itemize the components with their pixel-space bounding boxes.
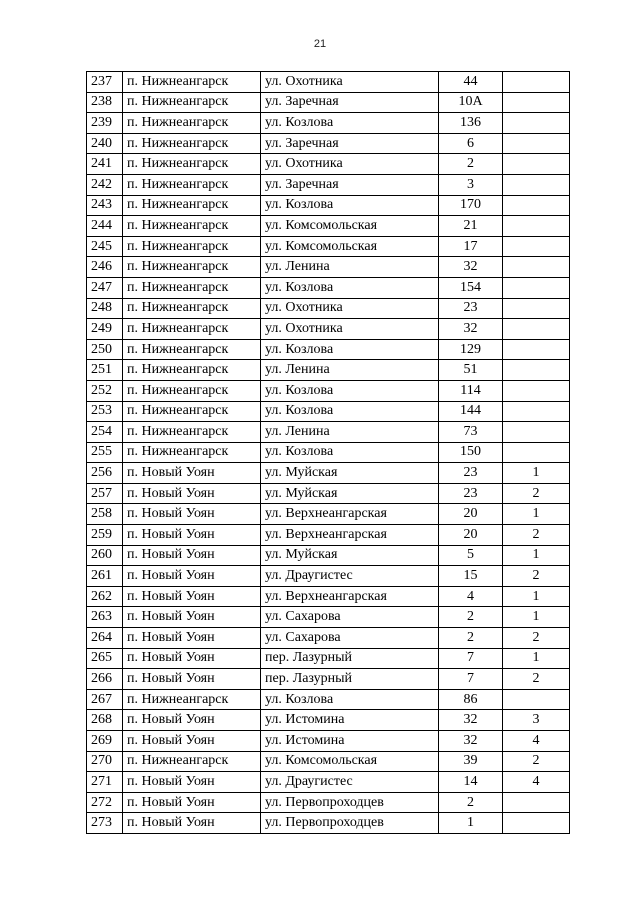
apartment-cell [503,319,570,340]
house-number-cell: 20 [439,525,503,546]
settlement-cell: п. Нижнеангарск [123,751,261,772]
street-cell: ул. Истомина [261,731,439,752]
table-row [87,319,570,340]
row-number: 259 [87,525,123,546]
apartment-cell: 1 [503,607,570,628]
settlement-cell: п. Нижнеангарск [123,360,261,381]
page-number: 21 [313,38,327,50]
settlement-cell: п. Нижнеангарск [123,689,261,710]
row-number: 249 [87,319,123,340]
settlement-cell: п. Нижнеангарск [123,216,261,237]
settlement-cell: п. Нижнеангарск [123,195,261,216]
street-cell: ул. Ленина [261,360,439,381]
settlement-cell: п. Нижнеангарск [123,319,261,340]
house-number-cell: 3 [439,174,503,195]
settlement-cell: п. Нижнеангарск [123,298,261,319]
house-number-cell: 23 [439,483,503,504]
row-number: 254 [87,422,123,443]
street-cell: ул. Комсомольская [261,236,439,257]
street-cell: ул. Истомина [261,710,439,731]
house-number-cell: 2 [439,792,503,813]
table-row [87,174,570,195]
table-row [87,772,570,793]
street-cell: ул. Козлова [261,339,439,360]
apartment-cell [503,133,570,154]
row-number: 253 [87,401,123,422]
street-cell: ул. Охотника [261,72,439,93]
house-number-cell: 14 [439,772,503,793]
apartment-cell: 1 [503,504,570,525]
street-cell: ул. Первопроходцев [261,792,439,813]
apartment-cell [503,154,570,175]
house-number-cell: 23 [439,298,503,319]
house-number-cell: 32 [439,710,503,731]
table-row [87,72,570,93]
street-cell: ул. Заречная [261,92,439,113]
street-cell: ул. Сахарова [261,628,439,649]
settlement-cell: п. Новый Уоян [123,504,261,525]
street-cell: пер. Лазурный [261,648,439,669]
house-number-cell: 21 [439,216,503,237]
apartment-cell: 1 [503,586,570,607]
street-cell: ул. Козлова [261,195,439,216]
street-cell: ул. Заречная [261,133,439,154]
settlement-cell: п. Новый Уоян [123,669,261,690]
row-number: 243 [87,195,123,216]
street-cell: ул. Верхнеангарская [261,525,439,546]
row-number: 245 [87,236,123,257]
row-number: 252 [87,380,123,401]
apartment-cell: 3 [503,710,570,731]
row-number: 247 [87,277,123,298]
row-number: 262 [87,586,123,607]
apartment-cell [503,401,570,422]
settlement-cell: п. Нижнеангарск [123,380,261,401]
table-row [87,648,570,669]
settlement-cell: п. Нижнеангарск [123,113,261,134]
row-number: 268 [87,710,123,731]
house-number-cell: 15 [439,566,503,587]
apartment-cell [503,339,570,360]
row-number: 241 [87,154,123,175]
row-number: 272 [87,792,123,813]
house-number-cell: 32 [439,319,503,340]
street-cell: ул. Козлова [261,380,439,401]
settlement-cell: п. Новый Уоян [123,586,261,607]
apartment-cell: 2 [503,566,570,587]
street-cell: ул. Заречная [261,174,439,195]
table-row [87,442,570,463]
house-number-cell: 1 [439,813,503,834]
settlement-cell: п. Новый Уоян [123,607,261,628]
apartment-cell [503,360,570,381]
settlement-cell: п. Новый Уоян [123,525,261,546]
row-number: 263 [87,607,123,628]
table-row [87,607,570,628]
apartment-cell [503,277,570,298]
row-number: 258 [87,504,123,525]
apartment-cell [503,92,570,113]
row-number: 264 [87,628,123,649]
settlement-cell: п. Нижнеангарск [123,154,261,175]
settlement-cell: п. Новый Уоян [123,483,261,504]
house-number-cell: 154 [439,277,503,298]
street-cell: ул. Охотника [261,298,439,319]
table-row [87,586,570,607]
house-number-cell: 6 [439,133,503,154]
house-number-cell: 51 [439,360,503,381]
apartment-cell: 4 [503,772,570,793]
apartment-cell: 2 [503,483,570,504]
apartment-cell [503,113,570,134]
settlement-cell: п. Нижнеангарск [123,277,261,298]
house-number-cell: 114 [439,380,503,401]
row-number: 244 [87,216,123,237]
apartment-cell [503,236,570,257]
address-table [86,71,570,834]
table-row [87,298,570,319]
table-row [87,113,570,134]
settlement-cell: п. Нижнеангарск [123,442,261,463]
house-number-cell: 2 [439,607,503,628]
table-row [87,525,570,546]
row-number: 239 [87,113,123,134]
apartment-cell [503,298,570,319]
settlement-cell: п. Нижнеангарск [123,401,261,422]
row-number: 238 [87,92,123,113]
row-number: 266 [87,669,123,690]
house-number-cell: 20 [439,504,503,525]
apartment-cell: 1 [503,463,570,484]
house-number-cell: 10А [439,92,503,113]
table-row [87,689,570,710]
row-number: 271 [87,772,123,793]
street-cell: ул. Козлова [261,113,439,134]
settlement-cell: п. Нижнеангарск [123,133,261,154]
row-number: 242 [87,174,123,195]
street-cell: ул. Драугистес [261,772,439,793]
house-number-cell: 144 [439,401,503,422]
house-number-cell: 73 [439,422,503,443]
table-row [87,504,570,525]
house-number-cell: 170 [439,195,503,216]
apartment-cell: 2 [503,669,570,690]
apartment-cell: 2 [503,525,570,546]
apartment-cell [503,813,570,834]
street-cell: ул. Ленина [261,257,439,278]
table-row [87,731,570,752]
house-number-cell: 32 [439,257,503,278]
settlement-cell: п. Новый Уоян [123,710,261,731]
settlement-cell: п. Нижнеангарск [123,422,261,443]
settlement-cell: п. Новый Уоян [123,813,261,834]
street-cell: ул. Муйская [261,463,439,484]
row-number: 255 [87,442,123,463]
row-number: 237 [87,72,123,93]
row-number: 270 [87,751,123,772]
apartment-cell: 1 [503,648,570,669]
apartment-cell: 2 [503,751,570,772]
settlement-cell: п. Новый Уоян [123,772,261,793]
street-cell: ул. Сахарова [261,607,439,628]
table-row [87,628,570,649]
table-row [87,92,570,113]
row-number: 260 [87,545,123,566]
house-number-cell: 2 [439,628,503,649]
table-row [87,236,570,257]
row-number: 267 [87,689,123,710]
settlement-cell: п. Нижнеангарск [123,92,261,113]
table-row [87,566,570,587]
settlement-cell: п. Новый Уоян [123,566,261,587]
house-number-cell: 44 [439,72,503,93]
row-number: 256 [87,463,123,484]
street-cell: ул. Козлова [261,401,439,422]
house-number-cell: 4 [439,586,503,607]
street-cell: ул. Козлова [261,277,439,298]
table-row [87,360,570,381]
street-cell: ул. Верхнеангарская [261,586,439,607]
apartment-cell [503,257,570,278]
street-cell: ул. Козлова [261,689,439,710]
table-row [87,401,570,422]
house-number-cell: 17 [439,236,503,257]
street-cell: ул. Охотника [261,154,439,175]
street-cell: ул. Первопроходцев [261,813,439,834]
settlement-cell: п. Нижнеангарск [123,339,261,360]
address-table-body [87,72,570,834]
table-row [87,216,570,237]
house-number-cell: 5 [439,545,503,566]
row-number: 251 [87,360,123,381]
house-number-cell: 129 [439,339,503,360]
street-cell: ул. Комсомольская [261,751,439,772]
table-row [87,813,570,834]
street-cell: ул. Драугистес [261,566,439,587]
table-row [87,463,570,484]
house-number-cell: 39 [439,751,503,772]
house-number-cell: 23 [439,463,503,484]
table-row [87,710,570,731]
apartment-cell [503,689,570,710]
row-number: 265 [87,648,123,669]
apartment-cell [503,72,570,93]
settlement-cell: п. Нижнеангарск [123,174,261,195]
row-number: 261 [87,566,123,587]
row-number: 257 [87,483,123,504]
apartment-cell [503,174,570,195]
apartment-cell [503,216,570,237]
row-number: 269 [87,731,123,752]
apartment-cell [503,195,570,216]
settlement-cell: п. Новый Уоян [123,628,261,649]
settlement-cell: п. Новый Уоян [123,545,261,566]
house-number-cell: 7 [439,669,503,690]
house-number-cell: 7 [439,648,503,669]
house-number-cell: 86 [439,689,503,710]
street-cell: пер. Лазурный [261,669,439,690]
table-row [87,277,570,298]
street-cell: ул. Муйская [261,483,439,504]
table-row [87,483,570,504]
table-row [87,133,570,154]
row-number: 250 [87,339,123,360]
apartment-cell [503,792,570,813]
settlement-cell: п. Новый Уоян [123,463,261,484]
settlement-cell: п. Новый Уоян [123,648,261,669]
street-cell: ул. Ленина [261,422,439,443]
apartment-cell [503,422,570,443]
settlement-cell: п. Новый Уоян [123,731,261,752]
table-row [87,792,570,813]
apartment-cell [503,442,570,463]
settlement-cell: п. Новый Уоян [123,792,261,813]
table-row [87,422,570,443]
street-cell: ул. Охотника [261,319,439,340]
house-number-cell: 2 [439,154,503,175]
settlement-cell: п. Нижнеангарск [123,236,261,257]
table-row [87,154,570,175]
street-cell: ул. Комсомольская [261,216,439,237]
row-number: 273 [87,813,123,834]
table-row [87,751,570,772]
house-number-cell: 136 [439,113,503,134]
house-number-cell: 150 [439,442,503,463]
table-row [87,545,570,566]
table-row [87,669,570,690]
apartment-cell: 4 [503,731,570,752]
table-row [87,195,570,216]
apartment-cell [503,380,570,401]
apartment-cell: 1 [503,545,570,566]
street-cell: ул. Козлова [261,442,439,463]
table-row [87,339,570,360]
house-number-cell: 32 [439,731,503,752]
row-number: 248 [87,298,123,319]
settlement-cell: п. Нижнеангарск [123,72,261,93]
settlement-cell: п. Нижнеангарск [123,257,261,278]
row-number: 240 [87,133,123,154]
row-number: 246 [87,257,123,278]
table-row [87,257,570,278]
apartment-cell: 2 [503,628,570,649]
table-row [87,380,570,401]
street-cell: ул. Муйская [261,545,439,566]
street-cell: ул. Верхнеангарская [261,504,439,525]
